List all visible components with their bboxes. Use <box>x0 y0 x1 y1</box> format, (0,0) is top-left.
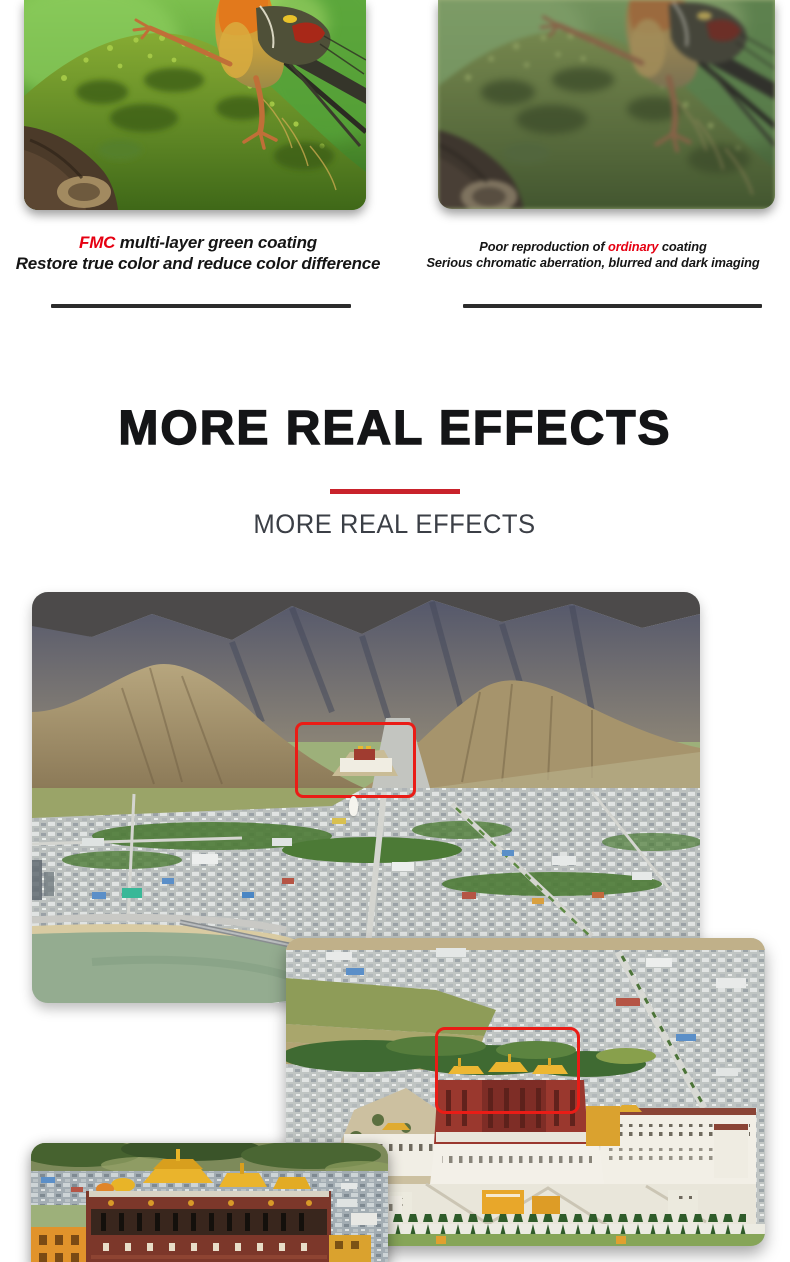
ordinary-coating-sample-photo <box>438 0 775 209</box>
ordinary-label: ordinary <box>608 239 659 254</box>
red-accent-bar <box>330 489 460 494</box>
ordinary-caption <box>400 239 786 271</box>
annotation-box-potala <box>435 1027 580 1114</box>
annotation-box-landscape <box>295 722 416 798</box>
fmc-coating-sample-photo <box>24 0 366 210</box>
divider-line-left <box>51 304 351 308</box>
section-subtitle: MORE REAL EFFECTS <box>253 509 537 539</box>
fmc-label: FMC <box>79 233 116 252</box>
monastery-building <box>86 1191 331 1262</box>
monastery-scene <box>31 1143 388 1262</box>
fmc-caption <box>0 232 396 274</box>
ordinary-caption-line2: Serious chromatic aberration, blurred and dark imaging <box>426 255 760 270</box>
bird-on-moss-photo-blurred <box>438 0 775 209</box>
monastery-photo <box>31 1143 388 1262</box>
ordinary-caption-line1: Poor reproduction of ordinary coating <box>479 239 707 254</box>
fmc-caption-line2: Restore true color and reduce color difference <box>15 254 381 273</box>
section-title: MORE REAL EFFECTS <box>118 402 672 455</box>
bird-on-moss-photo <box>24 0 366 210</box>
fmc-caption-line1: FMC multi-layer green coating <box>79 233 317 252</box>
white-statue <box>349 796 358 816</box>
divider-line-right <box>463 304 762 308</box>
